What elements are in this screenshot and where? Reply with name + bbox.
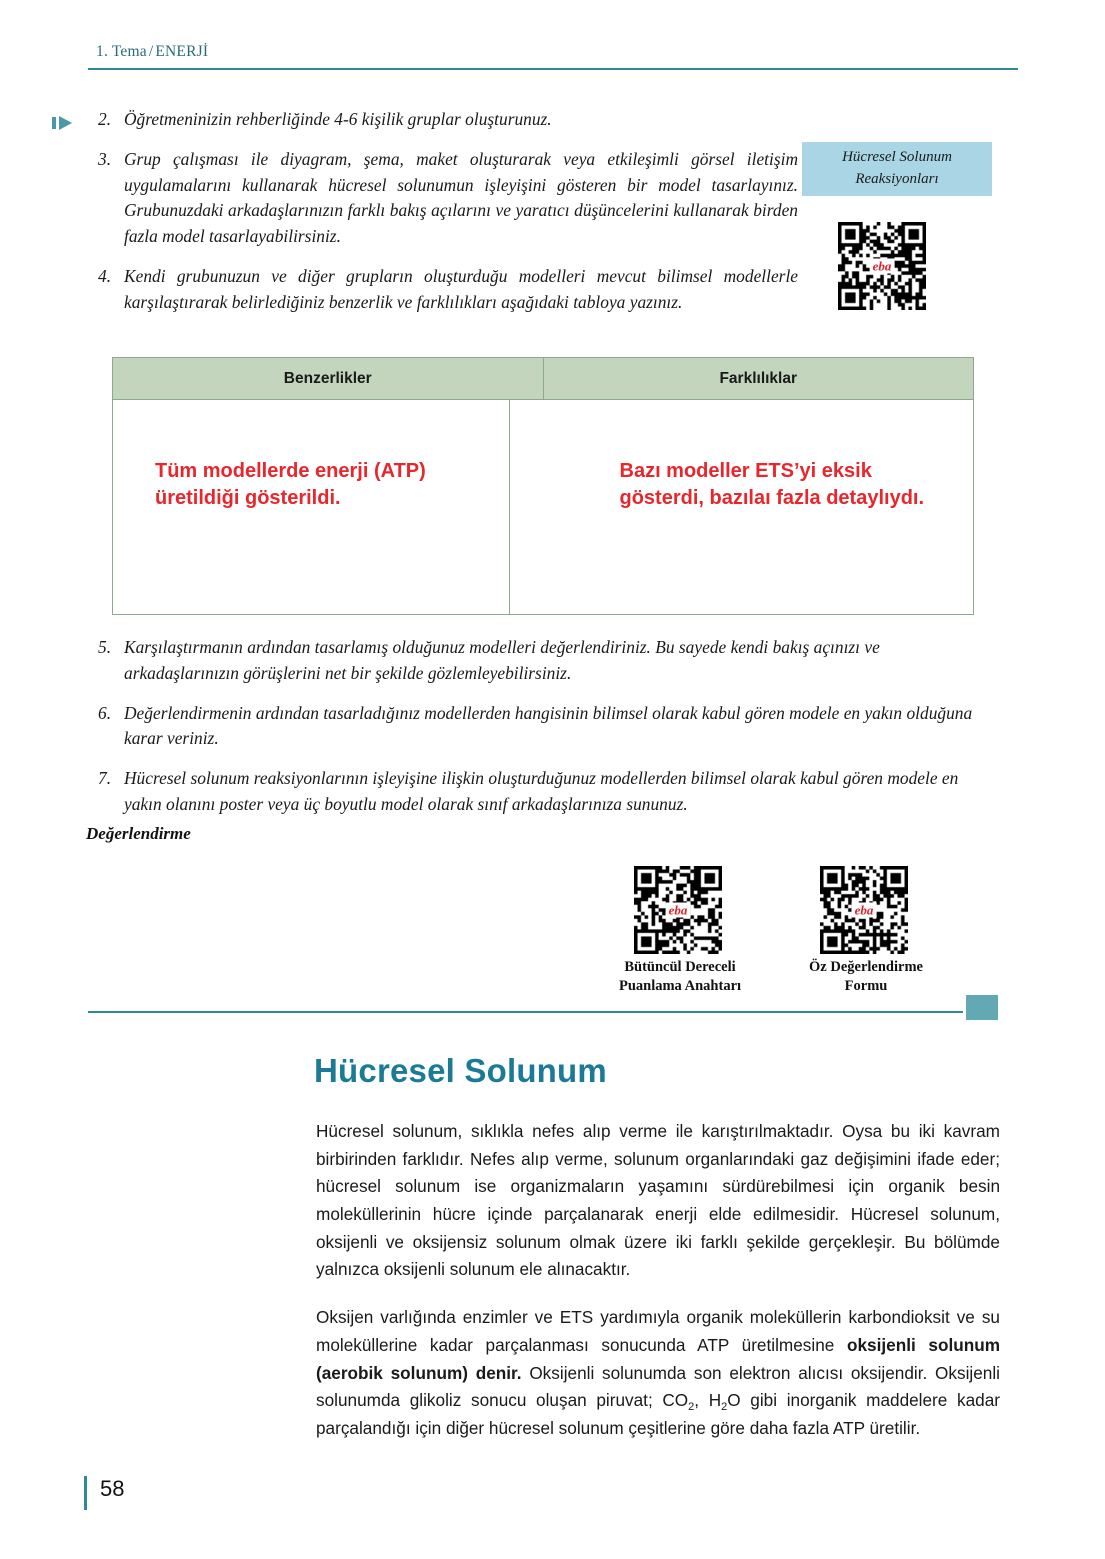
- footer-marker: [84, 1476, 87, 1510]
- breadcrumb-topic: ENERJİ: [155, 43, 209, 60]
- list-item: [98, 264, 798, 316]
- eba-badge-label: eba: [852, 903, 877, 918]
- list-item-text: Hücresel solunum reaksiyonlarının işleyişine ilişkin oluşturduğunuz modellerden bilimsel olarak kabul gören modele en yakın olanını poster veya üç boyutlu model olarak sınıf arkadaşlarınıza sununuz.: [124, 768, 959, 814]
- breadcrumb: [96, 43, 208, 61]
- qr-caption-line2: Formu: [844, 978, 888, 995]
- list-item-text: Grup çalışması ile diyagram, şema, maket oluşturarak veya etkileşimli görsel iletişim uygulamalarını kullanarak hücresel solunumun işleyişini gösteren bir model tasarlayınız. Grubunuzdaki arkadaşlarınızın farklı bakış açılarını ve yaratıcı düşüncelerini kullanarak birden fazla model tasarlayabilirsiniz.: [124, 148, 798, 246]
- qr-caption-line1: Bütüncül Dereceli: [624, 959, 736, 975]
- list-item-number: 4.: [98, 265, 112, 286]
- qr-caption-line1: Öz Değerlendirme: [809, 959, 923, 975]
- section-divider-marker: [966, 995, 998, 1020]
- table-header-farkliliklar: Farklılıklar: [719, 369, 798, 387]
- list-item: [98, 635, 983, 687]
- table-header-benzerlikler: Benzerlikler: [113, 358, 544, 399]
- list-item-text: Kendi grubunuzun ve diğer grupların oluşturduğu modelleri mevcut bilimsel modellerle karşılaştırarak belirlediğiniz benzerlik ve farklılıkları aşağıdaki tabloya yazınız.: [124, 265, 798, 312]
- qr-caption-line2: Puanlama Anahtarı: [618, 978, 742, 995]
- paragraph-2-part1: Oksijen varlığında enzimler ve ETS yardımıyla organik moleküllerin karbondioksit ve su moleküllerine kadar parçalanması sonucunda ATP üretilmesine: [316, 1307, 1000, 1355]
- table-header-row: [113, 358, 973, 399]
- list-item-text: Karşılaştırmanın ardından tasarlamış olduğunuz modelleri değerlendiriniz. Bu sayede kendi bakış açınızı ve arkadaşlarınızın görüşlerini net bir şekilde gözlemleyebilirsiniz.: [124, 637, 880, 683]
- arrow-bullet-icon: [52, 116, 78, 130]
- breadcrumb-separator: /: [148, 43, 154, 60]
- paragraph-2-sub-h2o: 2: [721, 1401, 728, 1414]
- paragraph-2-bold: oksijenli solunum (aerobik solunum) denir.: [316, 1334, 1001, 1383]
- section-divider: [88, 1011, 963, 1013]
- list-item-text: Öğretmeninizin rehberliğinde 4-6 kişilik gruplar oluşturunuz.: [124, 109, 552, 129]
- page-number: 58: [100, 1476, 125, 1501]
- paragraph-2-part3: , H: [694, 1390, 722, 1411]
- qr-code-butuncul-dereceli-puanlama-anahtari[interactable]: [634, 866, 722, 954]
- qr-caption-line2: Reaksiyonları: [855, 171, 939, 187]
- qr-code-oz-degerlendirme-formu[interactable]: [820, 866, 908, 954]
- list-item-number: 6.: [98, 702, 112, 723]
- list-item-number: 5.: [98, 637, 112, 657]
- eba-badge-label: eba: [666, 903, 691, 918]
- paragraph-2: [316, 1304, 1000, 1442]
- list-item-text: Değerlendirmenin ardından tasarladığınız modellerden hangisinin bilimsel olarak kabul gören modele en yakın olduğuna karar veriniz.: [124, 702, 973, 749]
- header-divider: [88, 68, 1018, 70]
- breadcrumb-theme: 1. Tema: [96, 43, 147, 60]
- section-body: [316, 1118, 1000, 1463]
- qr-caption-hucresel-solunum: [802, 142, 992, 196]
- list-item: [98, 147, 798, 250]
- activity-steps-list-continued: [98, 635, 983, 832]
- qr-caption-line1: Hücresel Solunum: [842, 149, 952, 166]
- qr-code-hucresel-solunum[interactable]: [838, 222, 926, 310]
- paragraph-2-sub-co2: 2: [688, 1401, 695, 1414]
- page-title: Hücresel Solunum: [314, 1052, 607, 1089]
- evaluation-label: Değerlendirme: [86, 824, 191, 843]
- list-item: [98, 766, 983, 818]
- list-item: [98, 107, 798, 133]
- comparison-table: [112, 357, 974, 615]
- eba-badge-label: eba: [870, 259, 895, 274]
- list-item: [98, 701, 983, 753]
- paragraph-2-part4: O gibi inorganik maddelere kadar parçalandığı için diğer hücresel solunum çeşitlerine göre daha fazla ATP üretilir.: [316, 1390, 1000, 1438]
- activity-steps-list: [98, 107, 798, 329]
- paragraph-2-part2: Oksijenli solunumda son elektron alıcısı oksijendir. Oksijenli solunumda glikoliz sonucu oluşan piruvat; CO: [316, 1362, 1000, 1411]
- paragraph-1: Hücresel solunum, sıklıkla nefes alıp verme ile karıştırılmaktadır. Oysa bu iki kavram birbirinden farklıdır. Nefes alıp verme, solunum organlarındaki gaz değişimini ifade eder; hücresel solunum ise organizmaların yaşamını sürdürebilmesi için organik besin moleküllerinin hücre içinde parçalanarak enerji elde edilmesidir. Hücresel solunum, oksijenli ve oksijensiz solunum olmak üzere iki farklı şekilde gerçekleşir. Bu bölümde yalnızca oksijenli solunum ele alınacaktır.: [316, 1121, 1000, 1280]
- table-row: [113, 399, 973, 614]
- list-item-number: 2.: [98, 109, 112, 129]
- list-item-number: 3.: [98, 148, 112, 169]
- table-cell-farkliliklar-answer[interactable]: Bazı modeller ETS’yi eksik gösterdi, bazılaı fazla detaylıydı.: [619, 460, 925, 509]
- qr-caption-butuncul: [590, 958, 770, 996]
- qr-caption-oz-degerlendirme: [778, 958, 954, 996]
- table-cell-benzerlikler-answer[interactable]: Tüm modellerde enerji (ATP) üretildiği gösterildi.: [113, 400, 510, 614]
- list-item-number: 7.: [98, 768, 112, 788]
